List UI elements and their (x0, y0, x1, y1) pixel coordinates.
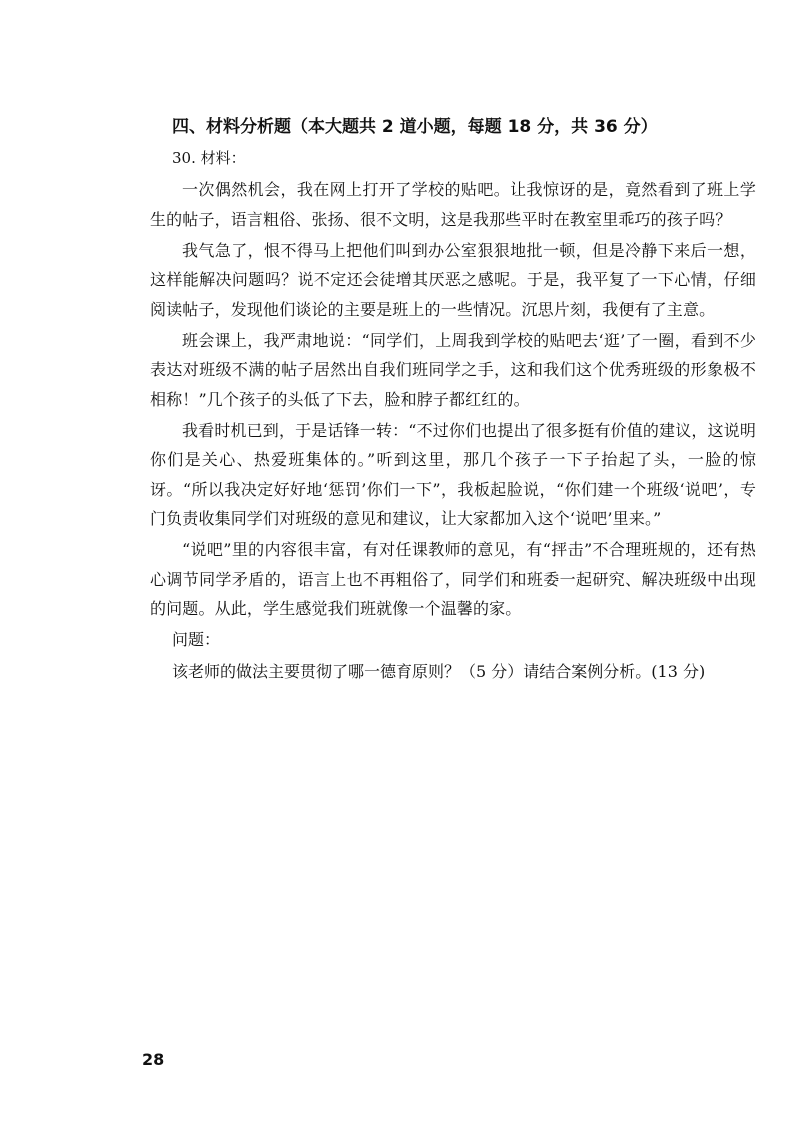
material-paragraph: 一次偶然机会，我在网上打开了学校的贴吧。让我惊讶的是，竟然看到了班上学生的帖子，语言粗俗、张扬、很不文明，这是我那些平时在教室里乖巧的孩子吗？ (150, 180, 756, 229)
material-paragraph: 我气急了，恨不得马上把他们叫到办公室狠狠地批一顿，但是冷静下来后一想，这样能解决问题吗？说不定还会徒增其厌恶之感呢。于是，我平复了一下心情，仔细阅读帖子，发现他们谈论的主要是班上的一些情况。沉思片刻，我便有了主意。 (150, 240, 756, 319)
section-title: 四、材料分析题（本大题共 2 道小题，每题 18 分，共 36 分） (172, 117, 658, 137)
material-paragraph: “说吧”里的内容很丰富，有对任课教师的意见，有“抨击”不合理班规的，还有热心调节同学矛盾的，语言上也不再粗俗了，同学们和班委一起研究、解决班级中出现的问题。从此，学生感觉我们班就像一个温馨的家。 (150, 540, 756, 618)
page-number: 28 (142, 1050, 165, 1069)
question-label: 问题： (172, 630, 221, 649)
question-text: 该老师的做法主要贯彻了哪一德育原则？（5 分）请结合案例分析。(13 分) (172, 662, 706, 681)
document-content (150, 113, 756, 687)
material-paragraph: 我看时机已到，于是话锋一转：“不过你们也提出了很多挺有价值的建议，这说明你们是关心、热爱班集体的。”听到这里，那几个孩子一下子抬起了头，一脸的惊讶。“所以我决定好好地‘惩罚’你们一下”，我板起脸说，“你们建一个班级‘说吧’，专门负责收集同学们对班级的意见和建议，让大家都加入这个‘说吧’里来。” (150, 420, 756, 528)
material-paragraph: 班会课上，我严肃地说：“同学们，上周我到学校的贴吧去‘逛’了一圈，看到不少表达对班级不满的帖子居然出自我们班同学之手，这和我们这个优秀班级的形象极不相称！”几个孩子的头低了下去，脸和脖子都红红的。 (150, 330, 756, 409)
question-number: 30. 材料： (172, 149, 246, 167)
